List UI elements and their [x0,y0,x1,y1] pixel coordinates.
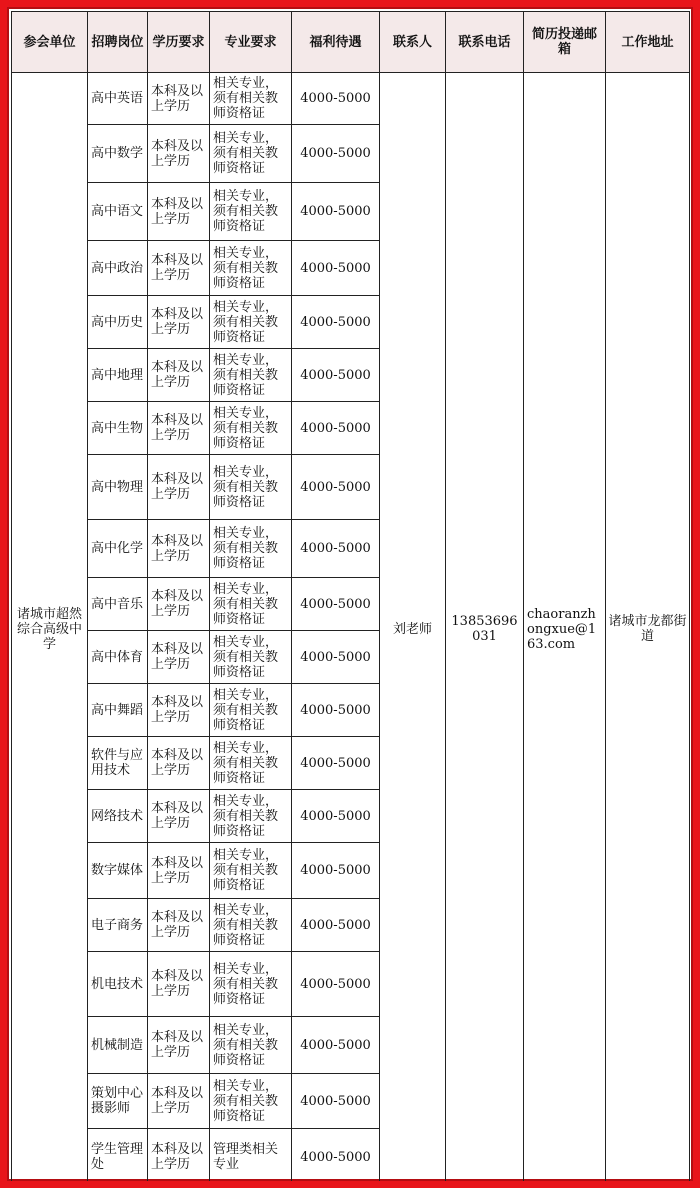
welfare-cell: 4000-5000 [292,73,380,125]
education-cell: 本科及以上学历 [148,1129,210,1186]
welfare-cell: 4000-5000 [292,1129,380,1186]
page-frame [7,7,693,1181]
major-cell: 相关专业，须有相关教师资格证 [210,402,292,455]
education-cell: 本科及以上学历 [148,296,210,349]
education-cell: 本科及以上学历 [148,455,210,520]
welfare-cell: 4000-5000 [292,631,380,684]
position-cell: 机械制造 [88,1017,148,1074]
education-cell: 本科及以上学历 [148,241,210,296]
position-cell: 高中音乐 [88,578,148,631]
position-cell: 高中英语 [88,73,148,125]
major-cell: 相关专业，须有相关教师资格证 [210,631,292,684]
major-cell: 相关专业，须有相关教师资格证 [210,1017,292,1074]
position-cell: 高中语文 [88,183,148,241]
header-phone: 联系电话 [446,12,524,73]
position-cell: 学生管理处 [88,1129,148,1186]
header-welfare: 福利待遇 [292,12,380,73]
education-cell: 本科及以上学历 [148,402,210,455]
education-cell: 本科及以上学历 [148,349,210,402]
position-cell: 高中政治 [88,241,148,296]
major-cell: 相关专业，须有相关教师资格证 [210,349,292,402]
welfare-cell: 4000-5000 [292,183,380,241]
major-cell: 相关专业，须有相关教师资格证 [210,578,292,631]
position-cell: 电子商务 [88,899,148,952]
table-header-row [12,12,690,73]
bottom-border [0,1181,700,1188]
position-cell: 高中地理 [88,349,148,402]
major-cell: 相关专业，须有相关教师资格证 [210,455,292,520]
header-major: 专业要求 [210,12,292,73]
address-cell: 诸城市龙都街道 [606,73,690,1186]
email-cell: chaoranzhongxue@163.com [524,73,606,1186]
education-cell: 本科及以上学历 [148,631,210,684]
major-cell: 相关专业，须有相关教师资格证 [210,296,292,349]
position-cell: 机电技术 [88,952,148,1017]
welfare-cell: 4000-5000 [292,1074,380,1129]
education-cell: 本科及以上学历 [148,952,210,1017]
position-cell: 高中物理 [88,455,148,520]
education-cell: 本科及以上学历 [148,125,210,183]
education-cell: 本科及以上学历 [148,684,210,737]
welfare-cell: 4000-5000 [292,125,380,183]
education-cell: 本科及以上学历 [148,899,210,952]
recruitment-table [11,11,690,1186]
education-cell: 本科及以上学历 [148,578,210,631]
welfare-cell: 4000-5000 [292,737,380,790]
welfare-cell: 4000-5000 [292,349,380,402]
header-education: 学历要求 [148,12,210,73]
unit-cell: 诸城市超然综合高级中学 [12,73,88,1186]
header-email: 简历投递邮箱 [524,12,606,73]
contact-cell: 刘老师 [380,73,446,1186]
education-cell: 本科及以上学历 [148,1017,210,1074]
position-cell: 高中体育 [88,631,148,684]
welfare-cell: 4000-5000 [292,578,380,631]
education-cell: 本科及以上学历 [148,843,210,899]
major-cell: 相关专业，须有相关教师资格证 [210,241,292,296]
position-cell: 高中生物 [88,402,148,455]
welfare-cell: 4000-5000 [292,455,380,520]
major-cell: 相关专业，须有相关教师资格证 [210,183,292,241]
position-cell: 网络技术 [88,790,148,843]
header-position: 招聘岗位 [88,12,148,73]
major-cell: 相关专业，须有相关教师资格证 [210,684,292,737]
table-body [12,73,690,1186]
major-cell: 相关专业，须有相关教师资格证 [210,1074,292,1129]
welfare-cell: 4000-5000 [292,790,380,843]
welfare-cell: 4000-5000 [292,952,380,1017]
major-cell: 管理类相关专业 [210,1129,292,1186]
welfare-cell: 4000-5000 [292,899,380,952]
table-row [12,73,690,125]
header-address: 工作地址 [606,12,690,73]
education-cell: 本科及以上学历 [148,790,210,843]
major-cell: 相关专业，须有相关教师资格证 [210,952,292,1017]
position-cell: 高中数学 [88,125,148,183]
welfare-cell: 4000-5000 [292,402,380,455]
welfare-cell: 4000-5000 [292,296,380,349]
major-cell: 相关专业，须有相关教师资格证 [210,790,292,843]
header-unit: 参会单位 [12,12,88,73]
major-cell: 相关专业，须有相关教师资格证 [210,520,292,578]
header-contact: 联系人 [380,12,446,73]
welfare-cell: 4000-5000 [292,520,380,578]
education-cell: 本科及以上学历 [148,737,210,790]
position-cell: 高中化学 [88,520,148,578]
position-cell: 软件与应用技术 [88,737,148,790]
education-cell: 本科及以上学历 [148,73,210,125]
position-cell: 数字媒体 [88,843,148,899]
welfare-cell: 4000-5000 [292,684,380,737]
major-cell: 相关专业，须有相关教师资格证 [210,73,292,125]
major-cell: 相关专业，须有相关教师资格证 [210,843,292,899]
major-cell: 相关专业，须有相关教师资格证 [210,899,292,952]
education-cell: 本科及以上学历 [148,183,210,241]
education-cell: 本科及以上学历 [148,520,210,578]
major-cell: 相关专业，须有相关教师资格证 [210,737,292,790]
welfare-cell: 4000-5000 [292,843,380,899]
phone-cell: 13853696031 [446,73,524,1186]
welfare-cell: 4000-5000 [292,241,380,296]
position-cell: 高中历史 [88,296,148,349]
position-cell: 策划中心摄影师 [88,1074,148,1129]
education-cell: 本科及以上学历 [148,1074,210,1129]
major-cell: 相关专业，须有相关教师资格证 [210,125,292,183]
welfare-cell: 4000-5000 [292,1017,380,1074]
position-cell: 高中舞蹈 [88,684,148,737]
